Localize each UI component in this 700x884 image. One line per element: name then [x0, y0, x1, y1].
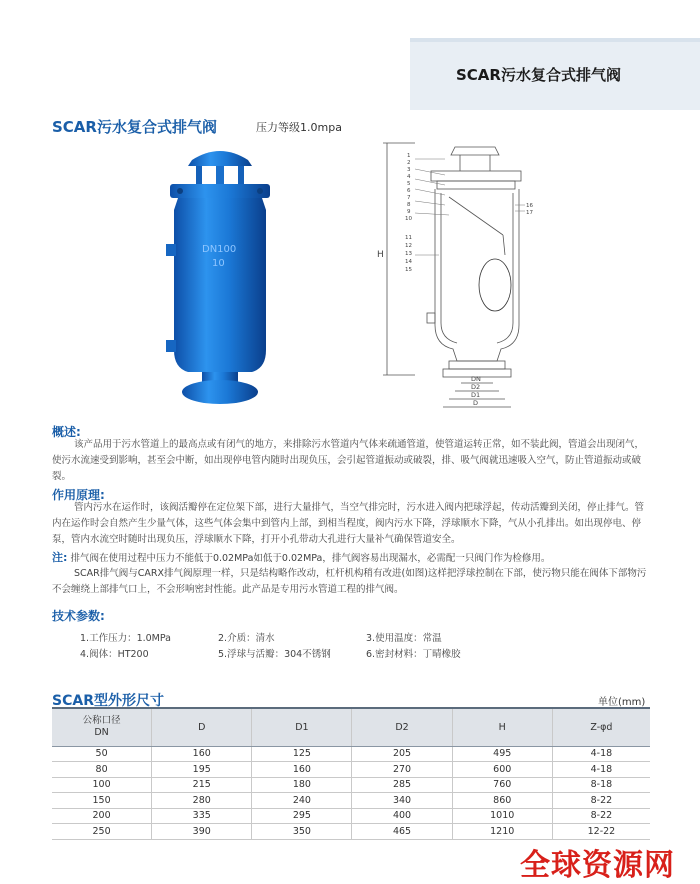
- table-cell: 4-18: [552, 762, 650, 778]
- col-header-d: D: [152, 708, 252, 746]
- table-cell: 295: [252, 808, 352, 824]
- size-table: [52, 707, 650, 840]
- note-text-2: SCAR排气阀与CARX排气阀原理一样，只是结构略作改动，杠杆机构稍有改进(如图)这样把浮球控制在下部，使污物只能在阀体下部物污不会缠绕上部排气口上，不会形响密封性能。此产品是专用污水管道工程的排气阀。: [52, 568, 647, 595]
- svg-text:16: 16: [526, 203, 533, 209]
- pressure-rating: 压力等级1.0mpa: [256, 121, 342, 134]
- table-cell: 215: [152, 777, 252, 793]
- table-cell: 150: [52, 793, 152, 809]
- principle-text: 管内污水在运作时，该阀活瓣停在定位架下部，进行大量排气，当空气排完时，污水进入阀内把球浮起，传动活瓣到关闭，停止排气。管内在运作时会自然产生少量气体，这些气体会集中到管内上部，到相当程度，阀内污水下降，浮球顺水下降，气从小孔排出。如出现停电、停泵，管内水流空时随时出现负压，浮球顺水下降，打开小孔带动大孔进行大量补气确保管道安全。: [52, 502, 645, 545]
- body-marking-dn: DN100: [202, 244, 237, 255]
- table-cell: 250: [52, 824, 152, 840]
- table-cell: 100: [52, 777, 152, 793]
- svg-text:11: 11: [405, 235, 412, 241]
- table-cell: 80: [52, 762, 152, 778]
- overview-heading: 概述:: [52, 425, 81, 439]
- table-cell: 340: [352, 793, 452, 809]
- note-text-1: 排气阀在使用过程中压力不能低于0.02MPa如低于0.02MPa，排气阀容易出现漏水，必需配一只阀门作为检修用。: [70, 553, 551, 564]
- table-cell: 160: [152, 746, 252, 762]
- tech-item-1: 1.工作压力：1.0MPa: [80, 633, 171, 644]
- table-row: [52, 746, 650, 762]
- table-row: [52, 777, 650, 793]
- table-cell: 160: [252, 762, 352, 778]
- table-cell: 465: [352, 824, 452, 840]
- col-header-dn: 公称口径 DN: [52, 708, 152, 746]
- tech-item-6: 6.密封材料：丁晴橡胶: [366, 649, 461, 660]
- dim-label-dn: DN: [471, 375, 481, 383]
- table-cell: 125: [252, 746, 352, 762]
- col-header-h: H: [452, 708, 552, 746]
- dim-label-d1: D1: [471, 391, 481, 399]
- svg-text:4: 4: [407, 174, 411, 180]
- svg-text:17: 17: [526, 210, 533, 216]
- table-row: [52, 762, 650, 778]
- svg-text:2: 2: [407, 160, 411, 166]
- table-cell: 195: [152, 762, 252, 778]
- svg-text:1: 1: [407, 153, 411, 159]
- table-cell: 280: [152, 793, 252, 809]
- svg-text:3: 3: [407, 167, 411, 173]
- table-cell: 50: [52, 746, 152, 762]
- tech-item-3: 3.使用温度：常温: [366, 633, 442, 644]
- table-cell: 8-18: [552, 777, 650, 793]
- header-title: SCAR污水复合式排气阀: [456, 66, 621, 84]
- svg-text:15: 15: [405, 267, 412, 273]
- table-cell: 205: [352, 746, 452, 762]
- unit-label: 单位(mm): [598, 697, 646, 708]
- table-cell: 4-18: [552, 746, 650, 762]
- note-block: [52, 550, 652, 567]
- dim-label-d: D: [473, 399, 479, 407]
- tech-item-5: 5.浮球与活瓣：304不锈钢: [218, 649, 331, 660]
- svg-text:5: 5: [407, 181, 411, 187]
- technical-drawing: [375, 135, 540, 420]
- body-marking-pn: 10: [212, 258, 225, 269]
- table-cell: 240: [252, 793, 352, 809]
- table-cell: 495: [452, 746, 552, 762]
- table-cell: 860: [452, 793, 552, 809]
- svg-text:14: 14: [405, 259, 412, 265]
- dim-label-h: H: [377, 250, 384, 260]
- dim-label-d2: D2: [471, 383, 481, 391]
- product-title: SCAR污水复合式排气阀: [52, 118, 217, 136]
- table-cell: 400: [352, 808, 452, 824]
- table-cell: 180: [252, 777, 352, 793]
- size-table-title: SCAR型外形尺寸: [52, 693, 164, 709]
- watermark: 全球资源网: [520, 848, 675, 883]
- table-row: [52, 808, 650, 824]
- valve-photo: [140, 140, 300, 410]
- col-header-d1: D1: [252, 708, 352, 746]
- col-header-zd: Z-φd: [552, 708, 650, 746]
- table-cell: 390: [152, 824, 252, 840]
- col-header-d2: D2: [352, 708, 452, 746]
- svg-text:7: 7: [407, 195, 411, 201]
- overview-text: 该产品用于污水管道上的最高点或有闭气的地方，来排除污水管道内气体来疏通管道，使管道运转正常，如不装此阀，管道会出现闭气，使污水流速受到影响，甚至会中断，如出现停电管内随时出现负压，会引起管道振动或破裂，排、吸气阀就迅速吸入空气，防止管道振动或破裂。: [52, 439, 645, 482]
- table-cell: 8-22: [552, 793, 650, 809]
- table-row: [52, 824, 650, 840]
- note-heading: 注:: [52, 551, 68, 564]
- tech-heading: 技术参数:: [52, 609, 105, 623]
- table-cell: 8-22: [552, 808, 650, 824]
- table-cell: 600: [452, 762, 552, 778]
- table-cell: 200: [52, 808, 152, 824]
- svg-text:8: 8: [407, 202, 411, 208]
- table-header-row: [52, 708, 650, 746]
- table-cell: 760: [452, 777, 552, 793]
- tech-item-2: 2.介质：清水: [218, 633, 275, 644]
- table-cell: 285: [352, 777, 452, 793]
- table-cell: 1010: [452, 808, 552, 824]
- table-cell: 270: [352, 762, 452, 778]
- table-cell: 335: [152, 808, 252, 824]
- svg-text:9: 9: [407, 209, 411, 215]
- table-cell: 350: [252, 824, 352, 840]
- svg-text:10: 10: [405, 216, 412, 222]
- svg-text:6: 6: [407, 188, 411, 194]
- tech-item-4: 4.阀体：HT200: [80, 649, 149, 660]
- table-row: [52, 793, 650, 809]
- svg-text:12: 12: [405, 243, 412, 249]
- principle-heading: 作用原理:: [52, 488, 105, 502]
- table-cell: 1210: [452, 824, 552, 840]
- table-cell: 12-22: [552, 824, 650, 840]
- svg-text:13: 13: [405, 251, 412, 257]
